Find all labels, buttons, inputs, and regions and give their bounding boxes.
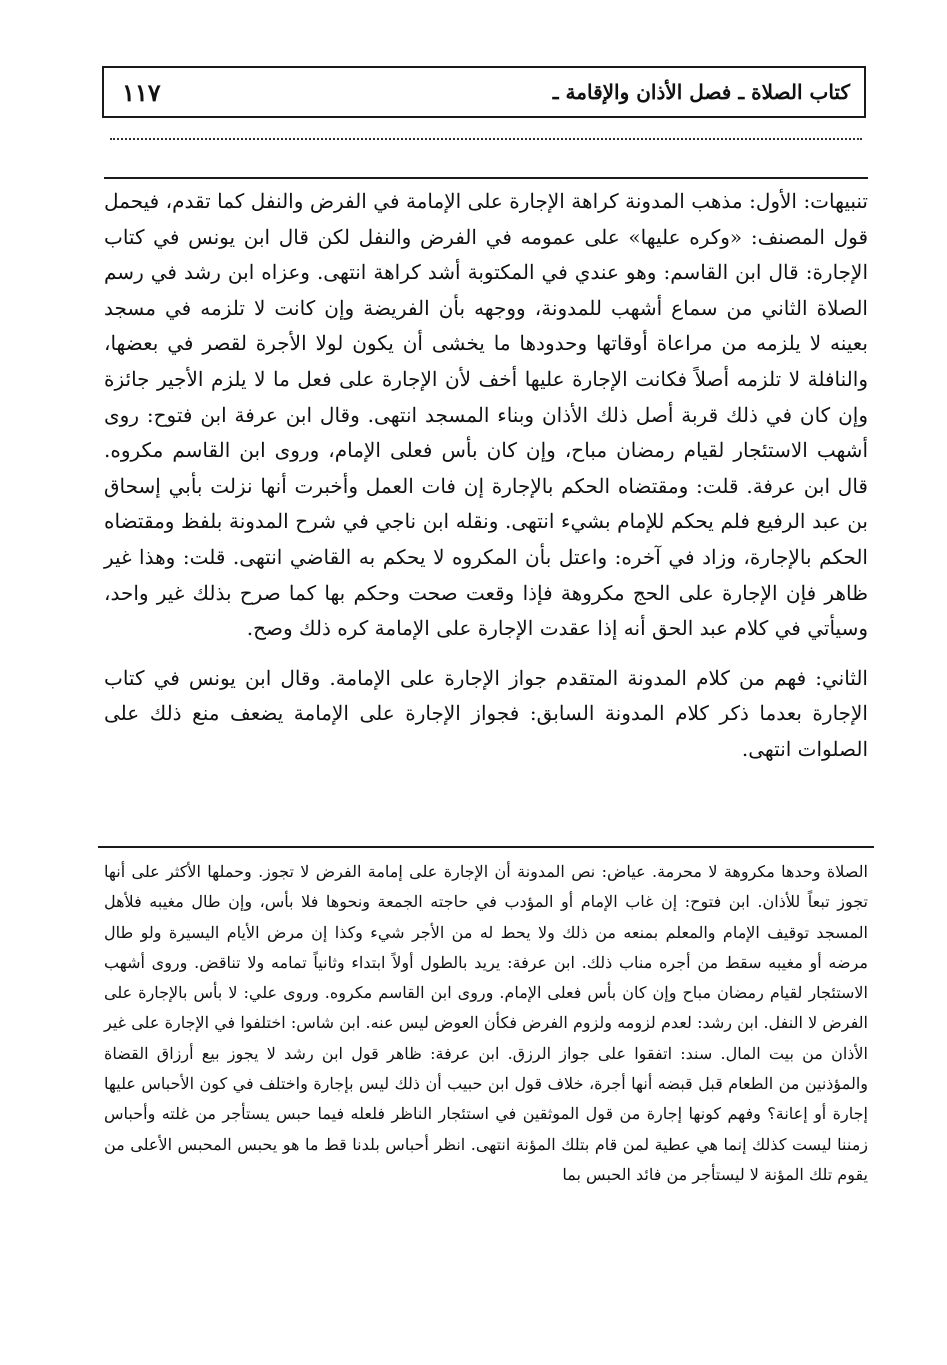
- paragraph-second-note: الثاني: فهم من كلام المدونة المتقدم جواز الإجارة على الإمامة. وقال ابن يونس في كتاب الإجارة بعدما ذكر كلام المدونة السابق: فجواز الإجارة على الإمامة يضعف منع ذلك على الصلوات انتهى.: [104, 665, 868, 761]
- running-header: [102, 66, 866, 118]
- main-text: [104, 184, 868, 768]
- dotted-divider: [110, 138, 862, 140]
- footnote-separator: [98, 846, 874, 848]
- footnote-text: الصلاة وحدها مكروهة لا محرمة. عياض: نص المدونة أن الإجارة على إمامة الفرض لا تجوز. وحملها الأكثر على أنها تجوز تبعاً للأذان. ابن فتوح: إن غاب الإمام أو المؤدب في حاجته الجمعة ونحوها فلا بأس، وإن طال مغيبه فلأهل المسجد توقيف الإمام والمعلم بمنعه من ذلك ولا يحط له من الأجر شيء وكذا إن مرض الأيام اليسيرة ولو طال مرضه أو مغيبه سقط من أجره مناب ذلك. ابن عرفة: يريد بالطول أولاً ابتداء وثانياً تمامه ولا تناقض. وروى أشهب الاستئجار لقيام رمضان مباح وإن كان بأس فعلى الإمام. وروى ابن القاسم مكروه. وروى علي: لا بأس بالإجارة على الفرض لا النفل. ابن رشد: لعدم لزومه ولزوم الفرض فكأن العوض ليس عنه. ابن شاس: اختلفوا في الإجارة على غير الأذان من بيت المال. سند: اتفقوا على جواز الرزق. ابن عرفة: ظاهر قول ابن رشد لا يجوز بيع أرزاق القضاة والمؤذنين من الطعام قبل قبضه أنها أجرة، خلاف قول ابن حبيب أن ذلك ليس بإجارة واختلف في كون الأحباس عليها إجارة أو إعانة؟ وفهم كونها إجارة من قول الموثقين في استئجار الناظر فلعله فيما حبس يستأجر من غلته وأحباس زمننا ليست كذلك إنما هي عطية لمن قام بتلك المؤنة انتهى. انظر أحباس بلدنا قط ما هو يحبس المحبس الأعلى من يقوم تلك المؤنة لا ليستأجر من فائد الحبس بما: [104, 862, 869, 1184]
- paragraph-first-note: تنبيهات: الأول: مذهب المدونة كراهة الإجارة على الإمامة في الفرض والنفل كما تقدم، فيحمل قول المصنف: «وكره عليها» على عمومه في الفرض والنفل لكن قال ابن يونس في كتاب الإجارة: قال ابن القاسم: وهو عندي في المكتوبة أشد كراهة انتهى. وعزاه ابن رشد في رسم الصلاة الثاني من سماع أشهب للمدونة، ووجهه بأن الفريضة وإن كانت لا تلزمه في مسجد بعينه لا يلزمه من مراعاة أوقاتها وحدودها ما يخشى أن يكون لولا الأجرة لقصر في بعضها، والنافلة لا تلزمه أصلاً فكانت الإجارة عليها أخف لأن الإجارة على فعل ما لا يلزم الأجير جائزة وإن كان في ذلك قربة أصل ذلك الأذان وبناء المسجد انتهى. وقال ابن عرفة ابن فتوح: روى أشهب الاستئجار لقيام رمضان مباح، وإن كان بأس فعلى الإمام، وروى ابن القاسم مكروه. قال ابن عرفة. قلت: ومقتضاه الحكم بالإجارة إن فات العمل وأخبرت أنها نزلت بأبي إسحاق بن عبد الرفيع فلم يحكم للإمام بشيء انتهى. ونقله ابن ناجي في شرح المدونة بلفظ ومقتضاه الحكم بالإجارة، وزاد في آخره: واعتل بأن المكروه لا يحكم به القاضي انتهى. قلت: وهذا غير ظاهر فإن الإجارة على الحج مكروهة فإذا وقعت صحت وحكم بها كما صرح بذلك غير واحد، وسيأتي في كلام عبد الحق أنه إذا عقدت الإجارة على الإمامة كره ذلك وصح.: [104, 189, 868, 641]
- footnotes: [104, 857, 868, 1190]
- main-text-top-rule: [104, 177, 868, 179]
- page-number: ١١٧: [122, 77, 161, 107]
- running-title: كتاب الصلاة ـ فصل الأذان والإقامة ـ: [552, 80, 850, 104]
